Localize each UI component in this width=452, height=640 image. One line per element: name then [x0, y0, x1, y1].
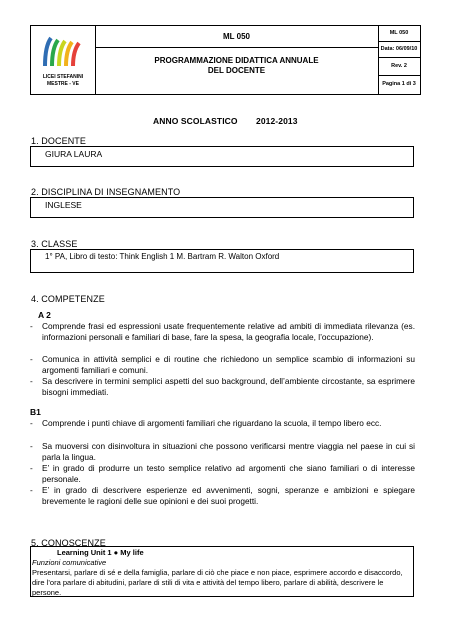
- meta-code: ML 050: [378, 26, 420, 42]
- unit-subheading: Funzioni comunicative: [32, 558, 107, 567]
- meta-date: Data: 06/09/10: [378, 41, 420, 58]
- level-b1-label: B1: [30, 407, 41, 417]
- logo-caption-2: MESTRE - VE: [47, 81, 79, 87]
- classe-box: [30, 249, 414, 273]
- document-header: [30, 25, 421, 95]
- section-competenze-heading: 4. COMPETENZE: [31, 294, 105, 304]
- meta-page: Pagina 1 di 3: [382, 81, 416, 87]
- conoscenze-box: [30, 546, 414, 597]
- document-title-line2: DEL DOCENTE: [207, 66, 266, 75]
- title-cell: [95, 26, 379, 94]
- school-year-value: 2012-2013: [256, 116, 298, 126]
- section-disciplina-heading: 2. DISCIPLINA DI INSEGNAMENTO: [31, 187, 181, 197]
- document-code: ML 050: [223, 32, 250, 41]
- meta-revision: Rev. 2: [378, 57, 420, 76]
- classe-value: 1° PA, Libro di testo: Think English 1 M. Bartram R. Walton Oxford: [45, 252, 280, 261]
- docente-value: GIURA LAURA: [45, 149, 103, 159]
- disciplina-value: INGLESE: [45, 200, 82, 210]
- unit-title: Learning Unit 1 ● My life: [57, 548, 144, 557]
- logo-cell: [31, 26, 96, 94]
- section-classe-heading: 3. CLASSE: [31, 239, 78, 249]
- section-conoscenze-heading: 5. CONOSCENZE: [31, 538, 106, 548]
- docente-box: [30, 146, 414, 167]
- disciplina-box: [30, 197, 414, 218]
- document-title-line1: PROGRAMMAZIONE DIDATTICA ANNUALE: [154, 56, 319, 65]
- meta-cell: [378, 26, 420, 94]
- school-logo-icon: [41, 32, 85, 70]
- level-a2-label: A 2: [38, 310, 51, 320]
- section-docente-heading: 1. DOCENTE: [31, 136, 87, 146]
- unit-text: Presentarsi, parlare di sé e della famiglia, parlare di ciò che piace e non piace, esprimere accordo e disaccordo, dire l’ora parlare di abitudini, parlare di stili di vita e attività del tempo libero, parlare di abilità, descrivere le persone.: [32, 568, 403, 597]
- logo-caption-1: LICEI STEFANINI: [42, 74, 84, 80]
- school-year-label: ANNO SCOLASTICO: [153, 116, 238, 126]
